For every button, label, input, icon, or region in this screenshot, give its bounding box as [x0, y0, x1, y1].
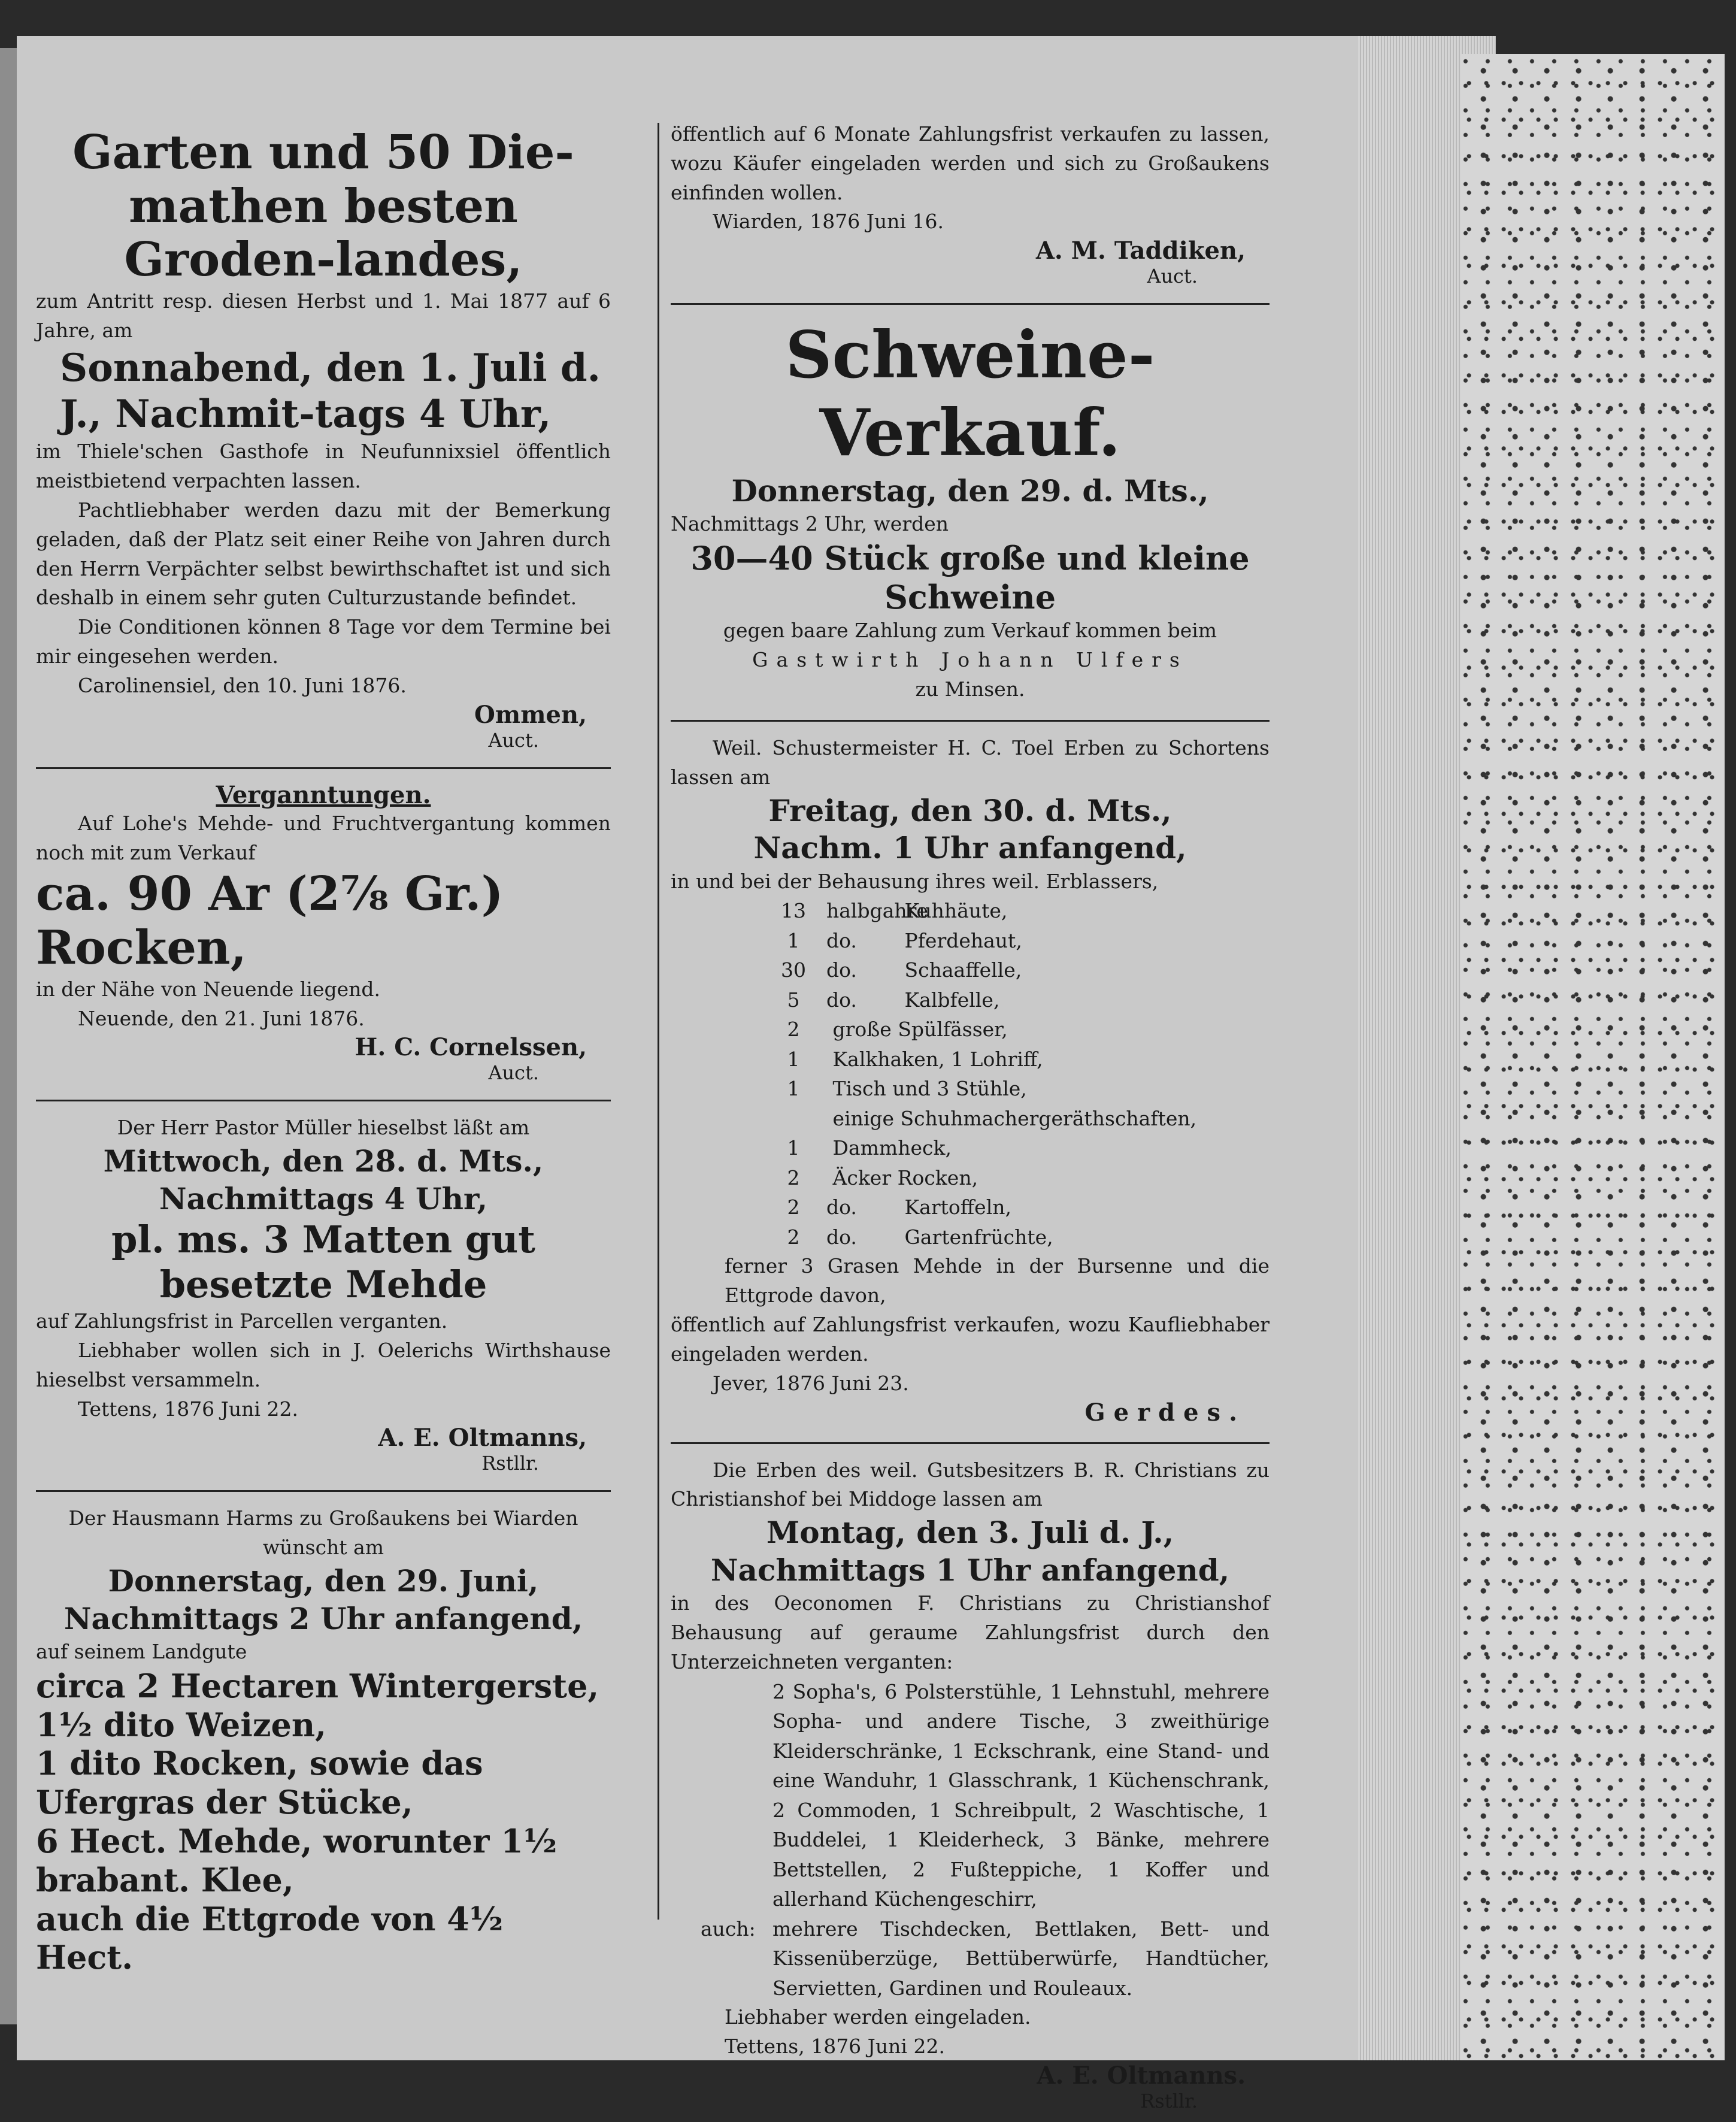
ad-body: öffentlich auf 6 Monate Zahlungsfrist verkaufen zu lassen, wozu Käufer eingeladen werden und sich zu Großaukens einfinden wollen.: [671, 122, 1270, 204]
list-item: 1 Kalkhaken, 1 Lohriff,: [787, 1047, 1043, 1071]
ad-rye-auction: [36, 775, 611, 1094]
ad-items: 2 Sopha's, 6 Polsterstühle, 1 Lehnstuhl, mehrere Sopha- und andere Tische, 3 zweithürige Kleiderschränke, 1 Eckschrank, eine Stand- und eine Wanduhr, 1 Glasschrank, 1 Küchenschrank, 2 Commoden, 1 Schreibpult, 2 Waschtische, 1 Buddelei, 1 Kleiderheck, 3 Bänke, mehrere Bettstellen, 2 Fußteppiche, 1 Koffer und allerhand Küchengeschirr,: [772, 1679, 1270, 1911]
ad-lot: 1 dito Rocken, sowie das Ufergras der Stücke,: [36, 1744, 483, 1822]
ad-intro: Weil. Schustermeister H. C. Toel Erben zu Schortens lassen am: [671, 735, 1270, 789]
divider: [36, 1490, 611, 1492]
ad-date: Donnerstag, den 29. Juni,: [108, 1563, 539, 1599]
ad-lot: 6 Hect. Mehde, worunter 1½ brabant. Klee,: [36, 1822, 558, 1899]
ad-signer: H. C. Cornelssen,: [355, 1033, 587, 1062]
ad-location: in und bei der Behausung ihres weil. Erblassers,: [671, 869, 1159, 893]
ad-place-date: Carolinensiel, den 10. Juni 1876.: [78, 673, 407, 697]
ad-intro: Die Erben des weil. Gutsbesitzers B. R. Christians zu Christianshof bei Middoge lassen am: [671, 1458, 1270, 1511]
list-item: 5 do. Kalbfelle,: [787, 988, 1000, 1012]
ad-role: Rstllr.: [481, 1452, 539, 1475]
list-item: 2 große Spülfässer,: [787, 1018, 1008, 1042]
ad-harvest-sale: [36, 1498, 611, 1987]
ad-location: in der Nähe von Neuende liegend.: [36, 977, 381, 1001]
list-item: 2 do. Gartenfrüchte,: [787, 1225, 1053, 1249]
ad-signer: Gerdes.: [1084, 1398, 1246, 1427]
ad-date: Sonnabend, den 1. Juli d. J., Nachmit-tags 4 Uhr,: [60, 345, 601, 437]
ad-extra: ferner 3 Grasen Mehde in der Bursenne und die Ettgrode davon,: [725, 1254, 1270, 1307]
ad-heading: Garten und 50 Die-mathen besten Groden-landes,: [72, 125, 574, 287]
ad-cobbler-estate: [671, 728, 1270, 1436]
ad-intro: Der Hausmann Harms zu Großaukens bei Wiarden wünscht am: [68, 1506, 578, 1560]
column-divider: [658, 123, 659, 1920]
ad-big: 30—40 Stück große und kleine Schweine: [690, 538, 1250, 616]
ad-place-date: Neuende, den 21. Juni 1876.: [78, 1006, 365, 1030]
ad-role: Auct.: [488, 728, 539, 752]
right-column: [671, 114, 1270, 2122]
ad-place-date: Tettens, 1876 Juni 22.: [725, 2035, 945, 2058]
list-item: 1 do. Pferdehaut,: [787, 928, 1022, 952]
ad-place-date: Wiarden, 1876 Juni 16.: [713, 210, 944, 234]
ad-heading: Verganntungen.: [216, 780, 431, 809]
adjacent-page-edge: [0, 48, 17, 2024]
ad-location: zu Minsen.: [915, 677, 1025, 701]
ad-date: Mittwoch, den 28. d. Mts.,: [103, 1143, 544, 1179]
list-item: 30 do. Schaaffelle,: [781, 958, 1022, 982]
ad-signer: Ommen,: [474, 700, 587, 729]
list-item: 13 halbgahre Kuhhäute,: [781, 899, 1008, 923]
ad-also-items: mehrere Tischdecken, Bettlaken, Bett- und Kissenüberzüge, Bettüberwürfe, Handtücher, Servietten, Gardinen und Rouleaux.: [772, 1917, 1270, 2000]
ad-lot: auch die Ettgrode von 4½ Hect.: [36, 1899, 504, 1977]
ad-role: Auct.: [1147, 265, 1198, 288]
ad-signer: A. E. Oltmanns.: [1037, 2061, 1246, 2090]
ad-host: Gastwirth Johann Ulfers: [752, 648, 1188, 672]
ad-date: Freitag, den 30. d. Mts.,: [768, 792, 1172, 828]
ad-body: Liebhaber wollen sich in J. Oelerichs Wirthshause hieselbst versammeln.: [36, 1338, 611, 1391]
divider: [671, 720, 1270, 722]
ad-also-label: auch:: [701, 1917, 756, 1941]
list-item: 2 do. Kartoffeln,: [787, 1195, 1012, 1219]
ad-place-date: Tettens, 1876 Juni 22.: [78, 1397, 298, 1421]
ad-pig-sale: [671, 311, 1270, 714]
ad-date: Donnerstag, den 29. d. Mts.,: [731, 473, 1209, 508]
ad-time: Nachm. 1 Uhr anfangend,: [753, 830, 1187, 866]
ad-body: gegen baare Zahlung zum Verkauf kommen beim: [723, 619, 1217, 643]
ad-signer: A. M. Taddiken,: [1035, 237, 1246, 265]
ad-intro: Auf Lohe's Mehde- und Fruchtvergantung kommen noch mit zum Verkauf: [36, 811, 611, 864]
divider: [36, 767, 611, 769]
ad-body: in des Oeconomen F. Christians zu Christianshof Behausung auf geraume Zahlungsfrist durch den Unterzeichneten verganten:: [671, 1591, 1270, 1673]
ad-time: Nachmittags 1 Uhr anfangend,: [710, 1552, 1230, 1588]
ad-meadow-lease: [36, 1107, 611, 1484]
ad-signer: A. E. Oltmanns,: [378, 1424, 587, 1452]
ad-big: pl. ms. 3 Matten gut besetzte Mehde: [111, 1218, 535, 1306]
ad-big: ca. 90 Ar (2⅞ Gr.) Rocken,: [36, 867, 504, 976]
ad-body: im Thiele'schen Gasthofe in Neufunnixsiel öffentlich meistbietend verpachten lassen.: [36, 440, 611, 493]
list-item: 1 Tisch und 3 Stühle,: [787, 1077, 1027, 1101]
ad-harvest-sale-continued: [671, 114, 1270, 297]
ad-christianshof-estate: [671, 1450, 1270, 2122]
ad-role: Auct.: [488, 1061, 539, 1085]
ad-body: Pachtliebhaber werden dazu mit der Bemerkung geladen, daß der Platz seit einer Reihe von Jahren durch den Herrn Verpächter selbst bewirthschaftet ist und sich deshalb in einem sehr guten Culturzustande befindet.: [36, 498, 611, 610]
ad-garden-lease: [36, 120, 611, 761]
ad-body: öffentlich auf Zahlungsfrist verkaufen, wozu Kaufliebhaber eingeladen werden.: [671, 1313, 1270, 1366]
ad-time: Nachmittags 2 Uhr anfangend,: [63, 1600, 583, 1636]
ad-intro: Der Herr Pastor Müller hieselbst läßt am: [117, 1116, 530, 1140]
divider: [36, 1100, 611, 1101]
list-item: 2 Äcker Rocken,: [787, 1166, 978, 1189]
ad-role: Rstllr.: [1140, 2089, 1198, 2112]
ad-intro: zum Antritt resp. diesen Herbst und 1. Mai 1877 auf 6 Jahre, am: [36, 289, 611, 342]
divider: [671, 303, 1270, 305]
ad-place-date: Jever, 1876 Juni 23.: [713, 1371, 909, 1395]
ad-body: auf Zahlungsfrist in Parcellen verganten.: [36, 1309, 448, 1333]
ad-invite: Liebhaber werden eingeladen.: [725, 2005, 1031, 2029]
ad-location: auf seinem Landgute: [36, 1640, 247, 1664]
ad-also: [671, 1914, 1270, 2003]
ad-time: Nachmittags 2 Uhr, werden: [671, 512, 949, 535]
ad-lot: 1½ dito Weizen,: [36, 1705, 326, 1744]
divider: [671, 1442, 1270, 1444]
list-item: 1 Dammheck,: [787, 1136, 952, 1160]
item-list: [671, 896, 1270, 1252]
book-cover-speckled: [1461, 54, 1725, 2060]
ad-body: Die Conditionen können 8 Tage vor dem Termine bei mir eingesehen werden.: [36, 615, 611, 668]
ad-lot: circa 2 Hectaren Wintergerste,: [36, 1666, 599, 1705]
ad-time: Nachmittags 4 Uhr,: [159, 1180, 488, 1216]
ad-title: Schweine-Verkauf.: [785, 317, 1155, 471]
list-item: einige Schuhmachergeräthschaften,: [832, 1106, 1197, 1130]
ad-date: Montag, den 3. Juli d. J.,: [766, 1515, 1174, 1551]
left-column: [36, 120, 611, 1987]
